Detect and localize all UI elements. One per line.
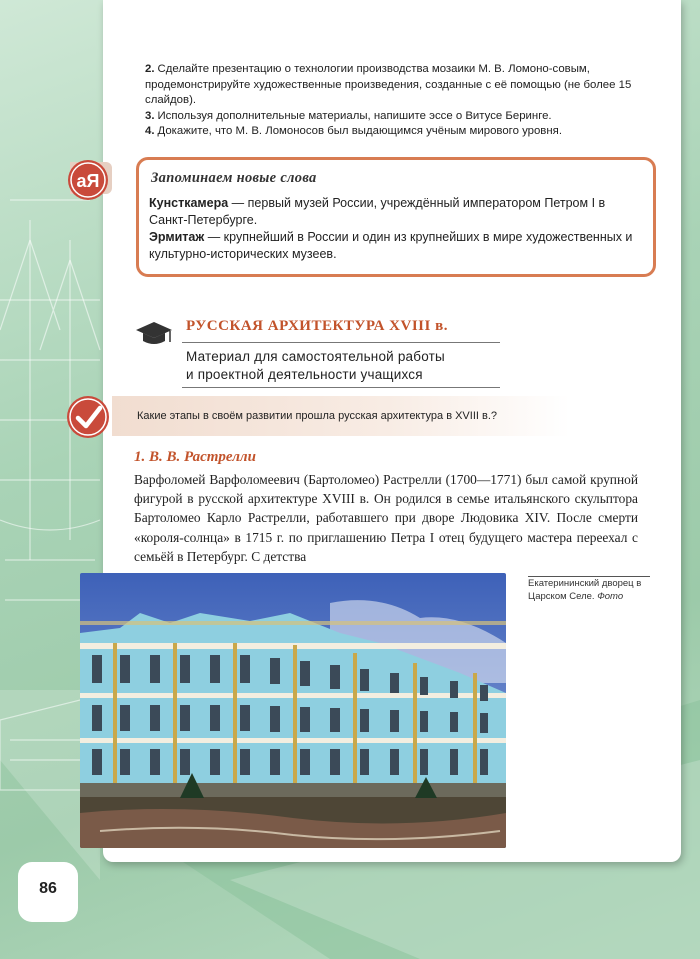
vocabulary-term: Кунсткамера (149, 196, 229, 210)
task-list (145, 62, 635, 140)
vocabulary-term: Эрмитаж (149, 230, 205, 244)
vocabulary-item (149, 229, 645, 262)
task-text: Используя дополнительные материалы, напишите эссе о Витусе Беринге. (157, 109, 552, 122)
az-badge-text: аЯ (76, 171, 100, 191)
section-subtitle (186, 348, 445, 384)
caption-suffix: Фото (597, 591, 624, 602)
divider (182, 387, 500, 388)
vocabulary-list (149, 195, 645, 263)
task-number: 3. (145, 109, 155, 122)
caption-text: Екатерининский дворец в Царском Селе. (528, 578, 642, 602)
checkmark-icon (64, 394, 114, 440)
divider (182, 342, 500, 343)
task-text: Сделайте презентацию о технологии производства мозаики М. В. Ломоно-совым, продемонстрируйте художественные произведения, созданные с её помощью (не более 15 слайдов). (145, 63, 632, 106)
task-item (145, 62, 635, 109)
section-subtitle-line: и проектной деятельности учащихся (186, 367, 423, 382)
palace-photo (80, 573, 506, 848)
vocabulary-definition: — первый музей России, учреждённый императором Петром I в Санкт-Петербурге. (149, 196, 606, 227)
graduation-cap-icon (134, 318, 174, 350)
task-text: Докажите, что М. В. Ломоносов был выдающимся учёным мирового уровня. (157, 125, 562, 137)
section-subtitle-line: Материал для самостоятельной работы (186, 349, 445, 364)
question-text: Какие этапы в своём развитии прошла русская архитектура в XVIII в.? (137, 410, 498, 422)
vocabulary-title: Запоминаем новые слова (151, 170, 317, 186)
vocabulary-item (149, 195, 645, 228)
task-number: 4. (145, 125, 155, 137)
task-item (145, 124, 635, 140)
vocabulary-box (136, 157, 656, 277)
photo-caption (528, 577, 658, 603)
az-badge-icon (66, 158, 114, 204)
task-number: 2. (145, 63, 155, 75)
task-item (145, 109, 635, 125)
section-title (186, 318, 448, 335)
vocabulary-definition: — крупнейший в России и один из крупнейших в мире художественных и культурно-исторических музеев. (149, 230, 633, 261)
section-title-text: РУССКАЯ АРХИТЕКТУРА XVIII (186, 318, 431, 334)
body-paragraph: Варфоломей Варфоломеевич (Бартоломео) Растрелли (1700—1771) был самой крупной фигурой в русской архитектуре XVIII в. Он родился в семье итальянского скульптора Бартоломео Карло Растрелли, работавшего при дворе Людовика XIV. После смерти «короля-солнца» в 1715 г. по приглашению Петра I отец будущего мастера переехал с семьёй в Петербург. С детства (134, 472, 638, 564)
subsection-heading: 1. В. В. Растрелли (134, 449, 256, 465)
section-title-suffix: в. (435, 318, 448, 334)
page-number: 86 (39, 880, 57, 897)
